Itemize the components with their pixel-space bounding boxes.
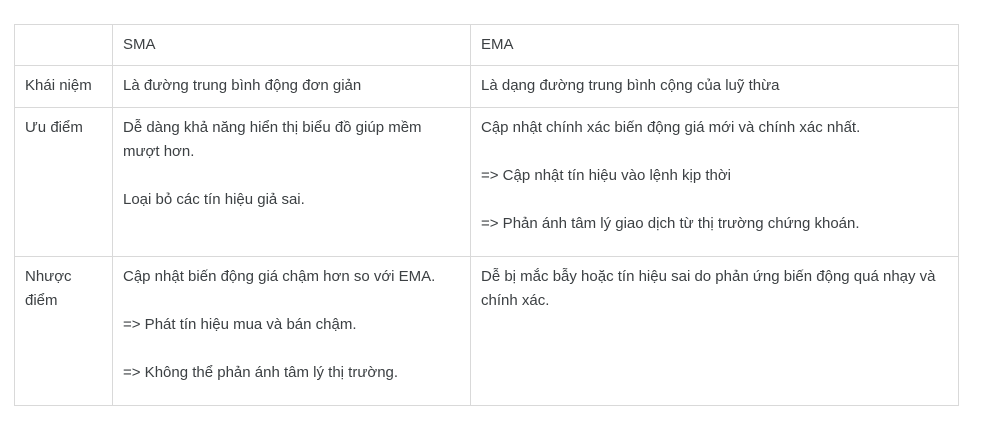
- table-row-advantages: [15, 108, 959, 257]
- cell-advantages-ema: [471, 108, 959, 257]
- cell-paragraph: => Cập nhật tín hiệu vào lệnh kịp thời: [481, 167, 732, 184]
- row-label-concept: [15, 66, 113, 108]
- cell-paragraph: Cập nhật biến động giá chậm hơn so với EMA.: [123, 268, 436, 285]
- row-label-text: Nhược điểm: [25, 268, 72, 309]
- page: [0, 24, 987, 445]
- cell-concept-ema: [471, 66, 959, 108]
- row-label-text: Ưu điểm: [25, 119, 83, 136]
- cell-paragraph: Dễ bị mắc bẫy hoặc tín hiệu sai do phản ứng biến động quá nhạy và chính xác.: [481, 268, 936, 309]
- cell-paragraph: Là dạng đường trung bình cộng của luỹ thừa: [481, 77, 780, 94]
- table-row-concept: [15, 66, 959, 108]
- header-cell-sma: SMA: [113, 25, 471, 66]
- cell-paragraph: Loại bỏ các tín hiệu giả sai.: [123, 191, 305, 208]
- cell-paragraph: => Không thể phản ánh tâm lý thị trường.: [123, 364, 399, 381]
- header-cell-empty: [15, 25, 113, 66]
- cell-paragraph: Là đường trung bình động đơn giản: [123, 77, 362, 94]
- cell-paragraph: Dễ dàng khả năng hiển thị biểu đồ giúp mềm mượt hơn.: [123, 119, 422, 160]
- sma-ema-comparison-table: [14, 24, 959, 406]
- cell-paragraph: => Phát tín hiệu mua và bán chậm.: [123, 316, 357, 333]
- cell-paragraph: => Phản ánh tâm lý giao dịch từ thị trường chứng khoán.: [481, 215, 860, 232]
- row-label-advantages: [15, 108, 113, 257]
- cell-disadvantages-ema: [471, 257, 959, 406]
- cell-advantages-sma: [113, 108, 471, 257]
- row-label-text: Khái niệm: [25, 77, 92, 94]
- cell-paragraph: Cập nhật chính xác biến động giá mới và chính xác nhất.: [481, 119, 861, 136]
- header-cell-ema: EMA: [471, 25, 959, 66]
- cell-disadvantages-sma: [113, 257, 471, 406]
- cell-concept-sma: [113, 66, 471, 108]
- row-label-disadvantages: [15, 257, 113, 406]
- table-header-row: [15, 25, 959, 66]
- table-row-disadvantages: [15, 257, 959, 406]
